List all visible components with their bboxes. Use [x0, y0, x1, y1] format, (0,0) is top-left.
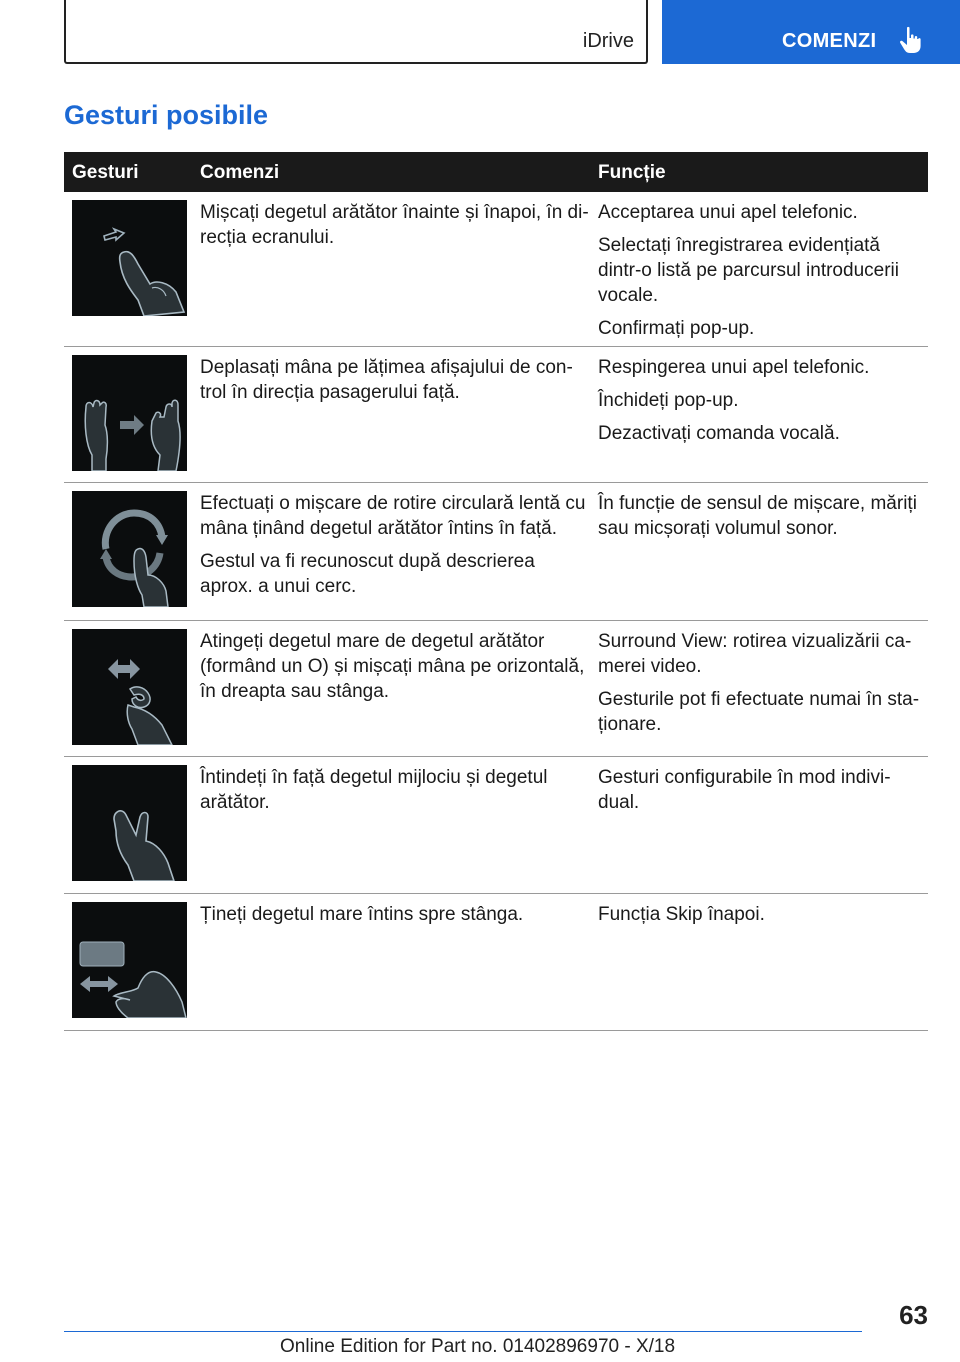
command-text: Deplasați mâna pe lățimea afișajului de con-trol în direcția pasagerului față.: [200, 357, 573, 403]
command-cell: [200, 491, 590, 607]
page-number: 63: [899, 1300, 928, 1330]
table-row: [64, 757, 928, 894]
table-row: [64, 192, 928, 347]
chapter-label: COMENZI: [782, 30, 877, 52]
function-cell: [598, 765, 926, 823]
header-function: Funcție: [598, 162, 666, 183]
table-row: [64, 483, 928, 621]
header-commands: Comenzi: [200, 162, 280, 183]
function-cell: [598, 355, 926, 454]
section-label: iDrive: [582, 30, 634, 52]
footer-divider: [64, 1331, 862, 1332]
function-text: Închideți pop-up.: [598, 390, 739, 411]
function-text: Confirmați pop-up.: [598, 318, 755, 339]
function-text: În funcție de sensul de mișcare, măriți sau micșorați volumul sonor.: [598, 493, 917, 539]
command-cell: [200, 629, 590, 712]
table-row: [64, 347, 928, 483]
function-text: Dezactivați comanda vocală.: [598, 423, 840, 444]
command-cell: [200, 200, 590, 258]
command-cell: [200, 355, 590, 413]
function-text: Gesturi configurabile în mod indivi-dual.: [598, 767, 891, 813]
footer-edition: Online Edition for Part no. 01402896970 - X/18: [280, 1336, 676, 1357]
function-cell: [598, 200, 926, 349]
circular-rotation-gesture-icon: [72, 491, 187, 607]
command-cell: [200, 902, 590, 935]
header-gestures: Gesturi: [72, 162, 139, 183]
thumb-left-gesture-icon: [72, 902, 187, 1018]
function-text: Respingerea unui apel telefonic.: [598, 357, 870, 378]
table-row: [64, 621, 928, 757]
command-text: Întindeți în față degetul mijlociu și degetul arătător.: [200, 767, 548, 813]
pinch-horizontal-move-gesture-icon: [72, 629, 187, 745]
function-text: Surround View: rotirea vizualizării ca-merei video.: [598, 631, 912, 677]
chapter-tab: [662, 0, 960, 64]
command-cell: [200, 765, 590, 823]
function-cell: [598, 902, 926, 935]
command-text: Atingeți degetul mare de degetul arătător (formând un O) și mișcați mâna pe orizontală, în dreapta sau stânga.: [200, 631, 585, 702]
command-text: Efectuați o mișcare de rotire circulară lentă cu mâna ținând degetul arătător întins în față.: [200, 493, 586, 539]
finger-back-and-forth-gesture-icon: [72, 200, 187, 316]
command-text: Mișcați degetul arătător înainte și înapoi, în di-recția ecranului.: [200, 202, 589, 248]
command-text: Țineți degetul mare întins spre stânga.: [200, 904, 524, 925]
function-text: Funcția Skip înapoi.: [598, 904, 765, 925]
function-text: Acceptarea unui apel telefonic.: [598, 202, 858, 223]
function-cell: [598, 629, 926, 745]
table-row: [64, 894, 928, 1031]
function-cell: [598, 491, 926, 549]
function-text: Gesturile pot fi efectuate numai în sta-ționare.: [598, 689, 920, 735]
pointing-hand-icon: [898, 26, 922, 54]
table-header: [64, 152, 928, 192]
section-tab: [64, 0, 648, 64]
gestures-table: [64, 152, 928, 1031]
hand-swipe-gesture-icon: [72, 355, 187, 471]
two-fingers-gesture-icon: [72, 765, 187, 881]
page-title: Gesturi posibile: [64, 100, 269, 130]
function-text: Selectați înregistrarea evidențiată dintr-o listă pe parcursul introducerii vocale.: [598, 235, 899, 306]
command-text: Gestul va fi recunoscut după descrierea aprox. a unui cerc.: [200, 551, 535, 597]
